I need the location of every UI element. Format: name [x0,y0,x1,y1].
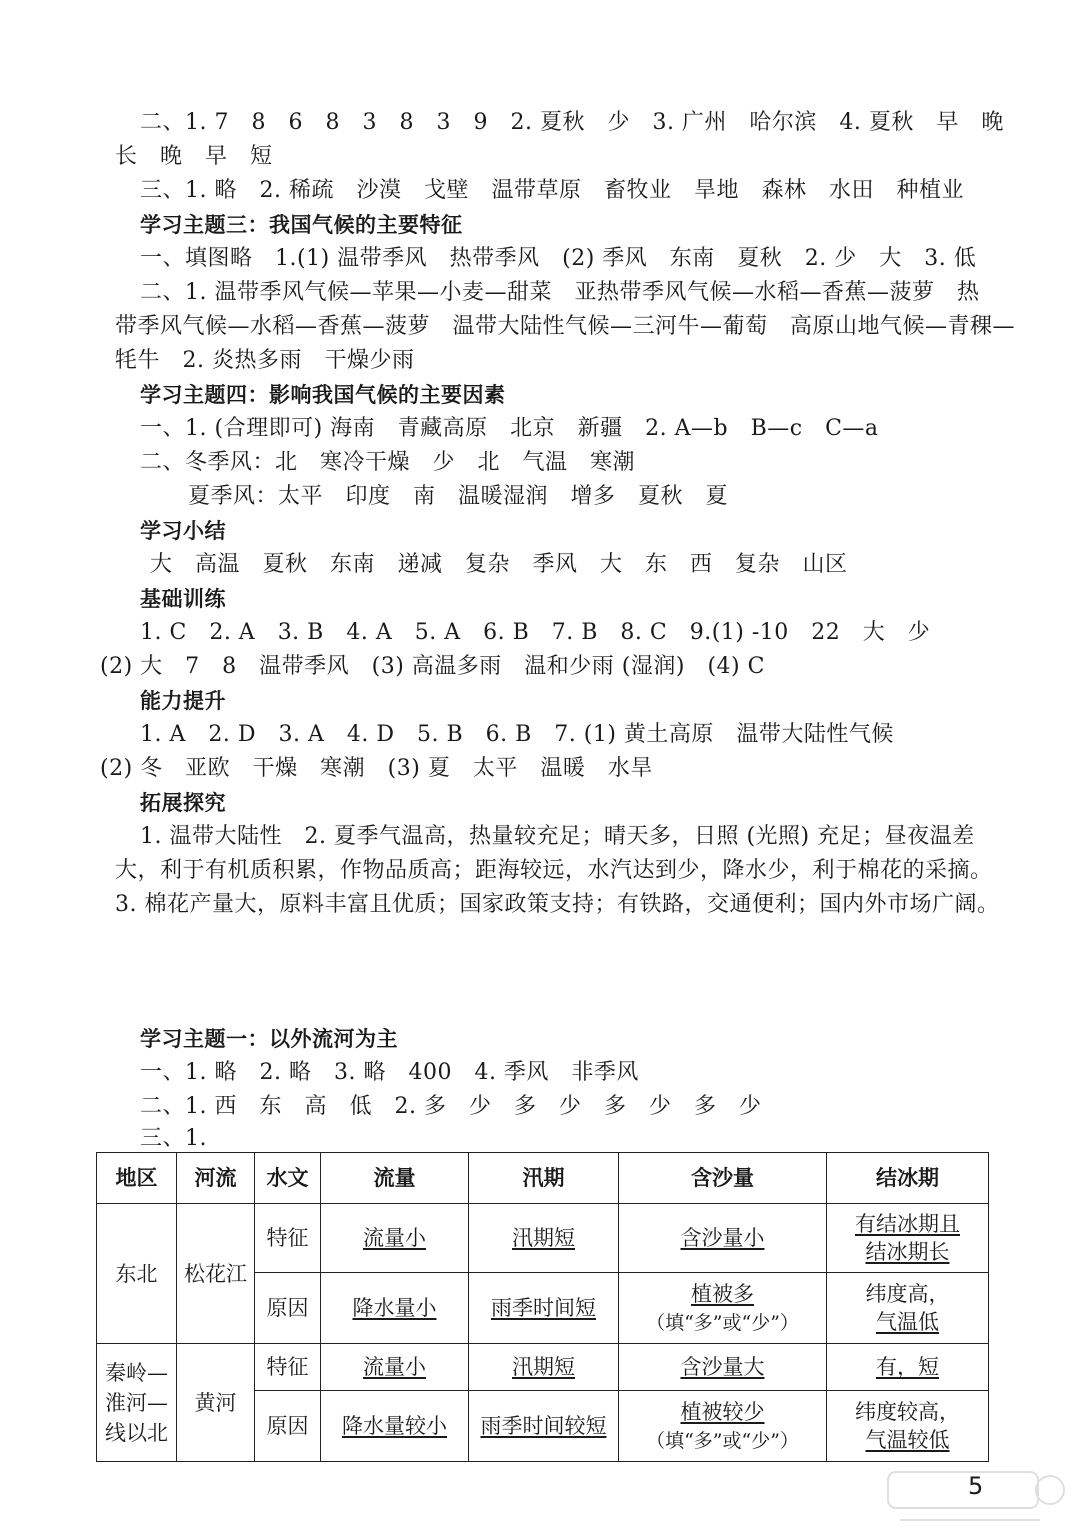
freeze-cell [827,1391,989,1462]
answer-line: 1. C 2. A 3. B 4. A 5. A 6. B 7. B 8. C 9.(1) -10 22 大 少 [140,620,931,645]
answer-line: 三、1. 略 2. 稀疏 沙漠 戈壁 温带草原 畜牧业 旱地 森林 水田 种植业 [140,178,964,203]
answer-line: 牦牛 2. 炎热多雨 干燥少雨 [115,348,415,373]
section-heading: 学习主题三：我国气候的主要特征 [140,213,463,237]
header-freeze-period: 结冰期 [827,1153,989,1204]
freeze-cell [827,1273,989,1344]
answer-text: 纬度高， [865,1282,950,1306]
section-heading: 拓展探究 [140,791,226,815]
flow-cell [321,1273,469,1344]
flood-cell [469,1204,619,1273]
flow-cell [321,1344,469,1391]
table-header-row [97,1153,989,1204]
flow-cell [321,1391,469,1462]
answer-line: 3. 棉花产量大，原料丰富且优质；国家政策支持；有铁路，交通便利；国内外市场广阔。 [115,892,1000,917]
answer-line: 带季风气候—水稻—香蕉—菠萝 温带大陆性气候—三河牛—葡萄 高原山地气候—青稞— [115,314,1016,339]
answer-text: 含沙量小 [680,1226,765,1250]
silt-cell [619,1391,827,1462]
silt-cell [619,1204,827,1273]
flood-cell [469,1273,619,1344]
answer-line: 大 高温 夏秋 东南 递减 复杂 季风 大 东 西 复杂 山区 [150,552,848,577]
freeze-cell [827,1344,989,1391]
answer-line: 长 晚 早 短 [115,144,273,169]
flood-cell [469,1344,619,1391]
answer-line: 一、填图略 1.(1) 温带季风 热带季风 (2) 季风 东南 夏秋 2. 少 大 3. 低 [140,246,977,271]
section-heading: 学习主题一：以外流河为主 [140,1027,398,1051]
answer-text: 植被较少 [680,1399,765,1424]
answer-line: 1. 温带大陆性 2. 夏季气温高，热量较充足；晴天多，日照 (光照) 充足；昼夜温差 [140,824,975,849]
header-flood-season: 汛期 [469,1153,619,1204]
answer-text: 结冰期长 [865,1240,950,1264]
silt-cell [619,1344,827,1391]
flood-cell [469,1391,619,1462]
section-heading: 基础训练 [140,587,226,611]
answer-line: 一、1. (合理即可) 海南 青藏高原 北京 新疆 2. A—b B—c C—a [140,416,879,441]
answer-text: 降水量较小 [342,1414,447,1438]
answer-line: 二、1. 7 8 6 8 3 8 3 9 2. 夏秋 少 3. 广州 哈尔滨 4. 夏秋 早 晚 [140,110,1004,135]
silt-cell [619,1273,827,1344]
answer-text: 雨季时间短 [491,1296,596,1320]
answer-line: 二、1. 温带季风气候—苹果—小麦—甜菜 亚热带季风气候—水稻—香蕉—菠萝 热 [140,280,980,305]
answer-text: 含沙量大 [680,1355,765,1379]
answer-text: 降水量小 [352,1296,437,1320]
river-cell: 松花江 [177,1204,255,1344]
answer-text: 雨季时间较短 [480,1414,607,1438]
header-river: 河流 [177,1153,255,1204]
answer-text: 有，短 [876,1355,939,1379]
answer-line: 大，利于有机质积累，作物品质高；距海较远，水汽达到少，降水少，利于棉花的采摘。 [115,858,993,883]
section-heading: 学习主题四：影响我国气候的主要因素 [140,383,506,407]
answer-line: (2) 冬 亚欧 干燥 寒潮 (3) 夏 太平 温暖 水旱 [100,756,653,781]
answer-text: 有结冰期且 [855,1212,960,1236]
answer-text: 纬度较高， [855,1400,960,1424]
answer-line: 三、1. [140,1126,207,1151]
header-region: 地区 [97,1153,177,1204]
hint-text: （填“多”或“少”） [646,1429,799,1452]
answer-line: 一、1. 略 2. 略 3. 略 400 4. 季风 非季风 [140,1060,639,1085]
header-flow: 流量 [321,1153,469,1204]
answer-text: 植被多 [691,1281,754,1306]
river-cell: 黄河 [177,1344,255,1462]
freeze-cell [827,1204,989,1273]
answer-text: 流量小 [363,1355,426,1379]
answer-line: 1. A 2. D 3. A 4. D 5. B 6. B 7. (1) 黄土高原 温带大陆性气候 [140,722,894,747]
answer-line: 二、1. 西 东 高 低 2. 多 少 多 少 多 少 多 少 [140,1094,762,1119]
region-cell: 东北 [97,1204,177,1344]
answer-text: 气温低 [876,1310,939,1334]
hydrology-label: 特征 [255,1204,321,1273]
hydrology-label: 原因 [255,1273,321,1344]
answer-text: 气温较低 [865,1428,950,1452]
region-cell: 秦岭—淮河—线以北 [97,1344,177,1462]
flow-cell [321,1204,469,1273]
answer-text: 汛期短 [512,1355,575,1379]
answer-line: (2) 大 7 8 温带季风 (3) 高温多雨 温和少雨 (湿润) (4) C [100,654,765,679]
answer-line: 夏季风：太平 印度 南 温暖湿润 增多 夏秋 夏 [188,484,729,509]
hydrology-label: 原因 [255,1391,321,1462]
river-hydrology-table [96,1152,989,1462]
answer-text: 汛期短 [512,1226,575,1250]
header-silt: 含沙量 [619,1153,827,1204]
hint-text: （填“多”或“少”） [646,1311,799,1334]
hydrology-label: 特征 [255,1344,321,1391]
table-row [97,1344,989,1391]
table-row [97,1204,989,1273]
header-hydrology: 水文 [255,1153,321,1204]
section-heading: 能力提升 [140,689,226,713]
answer-line: 二、冬季风：北 寒冷干燥 少 北 气温 寒潮 [140,450,636,475]
section-heading: 学习小结 [140,519,226,543]
answer-text: 流量小 [363,1226,426,1250]
page-number: 5 [968,1472,984,1500]
